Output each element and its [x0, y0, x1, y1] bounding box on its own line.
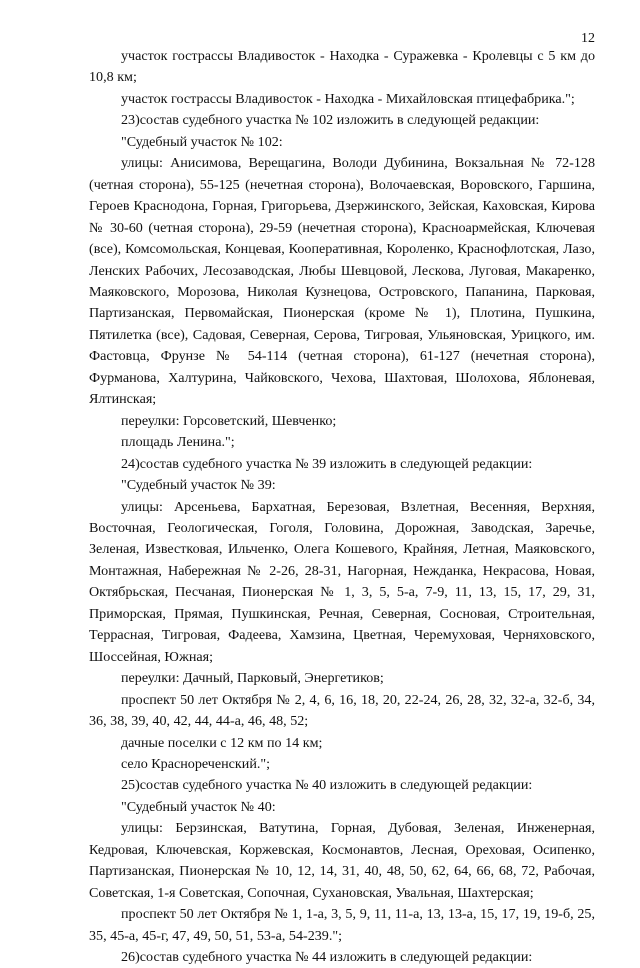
paragraph-court-district-102-title: "Судебный участок № 102:: [121, 133, 283, 150]
paragraph-court-district-40-avenue: проспект 50 лет Октября № 1, 1-а, 3, 5, 9, 11, 11-а, 13, 13-а, 15, 17, 19, 19-б, 25, 35, 45-а, 45-г, 47, 49, 50, 51, 53-а, 54-239.";: [89, 906, 595, 944]
paragraph-item-26-heading: 26)состав судебного участка № 44 изложить в следующей редакции:: [121, 949, 533, 966]
paragraph-court-district-39-dacha: дачные поселки с 12 км по 14 км;: [121, 734, 323, 751]
document-body: [89, 46, 595, 968]
paragraph-item-24-heading: 24)состав судебного участка № 39 изложить в следующей редакции:: [121, 455, 533, 472]
paragraph-court-district-40-title: "Судебный участок № 40:: [121, 798, 276, 815]
paragraph-court-district-102-lanes: переулки: Горсоветский, Шевченко;: [121, 412, 337, 429]
paragraph-highway-section-1: участок гострассы Владивосток - Находка - Суражевка - Кролевцы с 5 км до 10,8 км;: [89, 48, 595, 86]
paragraph-court-district-39-title: "Судебный участок № 39:: [121, 477, 276, 494]
paragraph-court-district-39-streets: улицы: Арсеньева, Бархатная, Березовая, Взлетная, Весенняя, Верхняя, Восточная, Геологическая, Гоголя, Головина, Дорожная, Заводская, Заречье, Зеленая, Известковая, Ильченко, Олега Кошевого, Крайняя, Летная, Маяковского, Монтажная, Набережная № 2-26, 28-31, Нагорная, Нежданка, Некрасова, Новая, Октябрьская, Песчаная, Пионерская № 1, 3, 5, 5-а, 7-9, 11, 13, 15, 17, 29, 31, Приморская, Прямая, Пушкинская, Речная, Северная, Сосновая, Строительная, Террасная, Тигровая, Фадеева, Хамзина, Цветная, Черемуховая, Черняховского, Шоссейная, Южная;: [89, 498, 595, 665]
paragraph-court-district-39-avenue: проспект 50 лет Октября № 2, 4, 6, 16, 18, 20, 22-24, 26, 28, 32, 32-а, 32-б, 34, 36, 38, 39, 40, 42, 44, 44-а, 46, 48, 52;: [89, 691, 595, 730]
page-number: 12: [581, 31, 595, 46]
paragraph-court-district-102-square: площадь Ленина.";: [121, 434, 235, 451]
paragraph-court-district-39-lanes: переулки: Дачный, Парковый, Энергетиков;: [121, 670, 384, 687]
paragraph-highway-section-2: участок гострассы Владивосток - Находка - Михайловская птицефабрика.";: [121, 90, 575, 107]
paragraph-court-district-40-streets: улицы: Берзинская, Ватутина, Горная, Дубовая, Зеленая, Инженерная, Кедровая, Ключевская, Коржевская, Космонавтов, Лесная, Ореховая, Осипенко, Партизанская, Пионерская № 10, 12, 14, 31, 40, 48, 50, 62, 64, 66, 68, 72, Рабочая, Советская, 1-я Советская, Сопочная, Сухановская, Увальная, Шахтерская;: [89, 820, 595, 901]
paragraph-item-25-heading: 25)состав судебного участка № 40 изложить в следующей редакции:: [121, 777, 533, 794]
paragraph-court-district-102-streets: улицы: Анисимова, Верещагина, Володи Дубинина, Вокзальная № 72-128 (четная сторона), 55-125 (нечетная сторона), Волочаевская, Воровского, Гаршина, Героев Краснодона, Горная, Григорьева, Дзержинского, Зейская, Каховская, Кирова № 30-60 (четная сторона), 29-59 (нечетная сторона), Красноармейская, Ключевая (все), Комсомольская, Концевая, Кооперативная, Короленко, Краснофлотская, Лазо, Ленских Рабочих, Лесозаводская, Любы Шевцовой, Лескова, Луговая, Макаренко, Маяковского, Морозова, Николая Кузнецова, Островского, Папанина, Парковая, Партизанская, Первомайская, Пионерская (кроме № 1), Плотина, Пушкина, Пятилетка (все), Садовая, Северная, Серова, Тигровая, Ульяновская, Урицкого, им. Фастовца, Фрунзе № 54-114 (четная сторона), 61-127 (нечетная сторона), Фурманова, Халтурина, Чайковского, Чехова, Шахтовая, Шолохова, Яблоневая, Ялтинская;: [89, 155, 595, 408]
paragraph-item-23-heading: 23)состав судебного участка № 102 изложить в следующей редакции:: [121, 112, 540, 129]
paragraph-court-district-39-village: село Краснореченский.";: [121, 755, 271, 772]
